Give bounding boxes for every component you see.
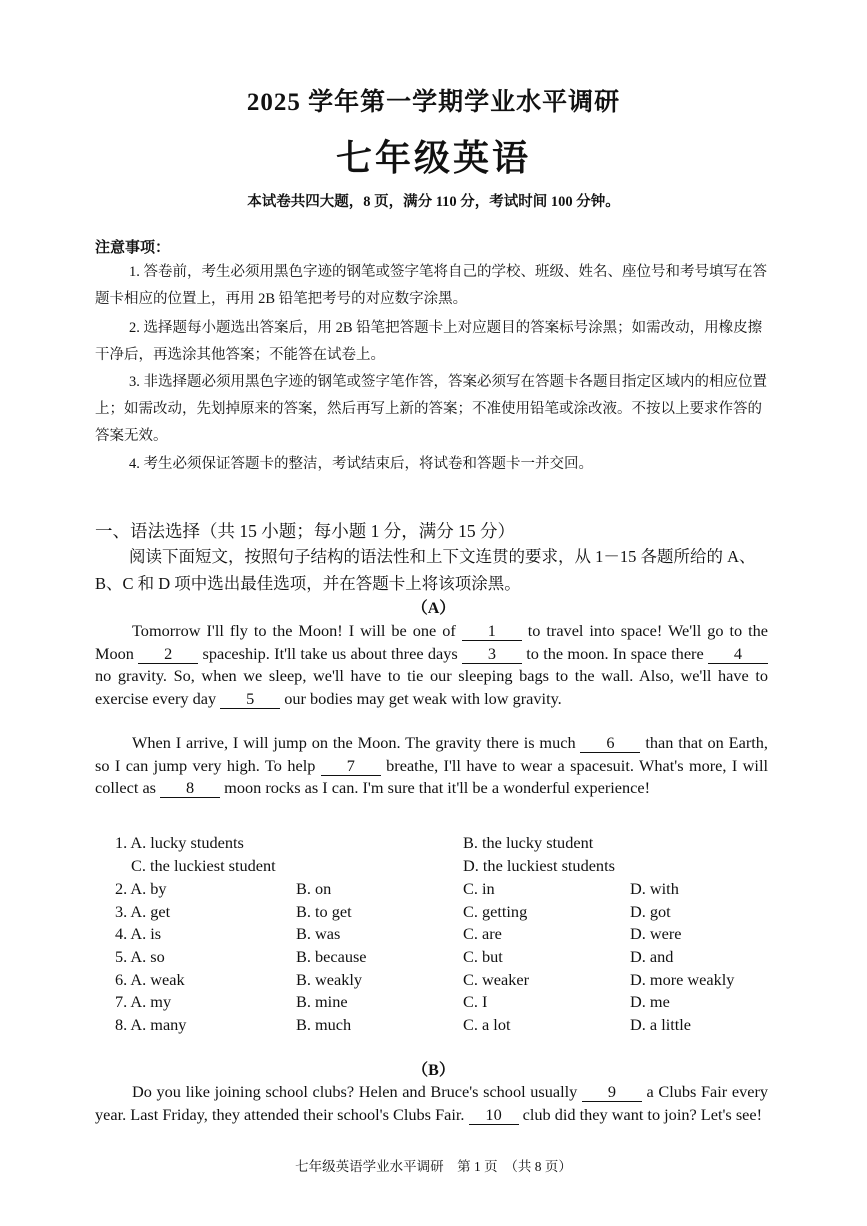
- note-item-1: 1. 答卷前，考生必须用黑色字迹的钢笔或签字笔将自己的学校、班级、姓名、座位号和考号填写在答题卡相应的位置上，再用 2B 铅笔把考号的对应数字涂黑。: [95, 264, 767, 307]
- q2-option-b: B. on: [296, 879, 332, 898]
- q8-option-c: C. a lot: [463, 1015, 511, 1034]
- q7-option-a: 7. A. my: [115, 992, 172, 1011]
- q5-option-d: D. and: [630, 947, 674, 966]
- q3-option-d: D. got: [630, 902, 671, 921]
- blank-2: 2: [138, 645, 198, 664]
- blank-7: 7: [321, 757, 381, 776]
- blank-10: 10: [469, 1106, 519, 1125]
- q3-option-a: 3. A. get: [115, 902, 171, 921]
- q1-option-d: D. the luckiest students: [463, 856, 615, 875]
- q7-option-d: D. me: [630, 992, 670, 1011]
- note-item-2: 2. 选择题每小题选出答案后，用 2B 铅笔把答题卡上对应题目的答案标号涂黑；如需改动，用橡皮擦干净后，再选涂其他答案；不能答在试卷上。: [95, 320, 763, 363]
- q1-option-c: C. the luckiest student: [131, 856, 276, 875]
- q5-option-c: C. but: [463, 947, 503, 966]
- blank-4: 4: [708, 645, 768, 664]
- q1-option-a: 1. A. lucky students: [115, 833, 244, 852]
- q4-option-c: C. are: [463, 924, 502, 943]
- q4-option-d: D. were: [630, 924, 682, 943]
- blank-6: 6: [580, 734, 640, 753]
- q5-option-a: 5. A. so: [115, 947, 165, 966]
- passage-b-paragraph-1: Do you like joining school clubs? Helen and Bruce's school usually 9 a Clubs Fair every year. Last Friday, they attended their school's Clubs Fair. 10 club did they want to join? Let's see!: [95, 1082, 769, 1124]
- passage-a-paragraph-1: Tomorrow I'll fly to the Moon! I will be one of 1 to travel into space! We'll go to the Moon 2 spaceship. It'll take us about three days 3 to the moon. In space there 4 no gravity. So, when we sleep, we'll have to tie our sleeping bags to the wall. Also, we'll have to exercise every day 5 our bodies may get weak with low gravity.: [95, 621, 768, 708]
- blank-3: 3: [462, 645, 522, 664]
- blank-9: 9: [582, 1083, 642, 1102]
- subject-title: 七年级英语: [335, 138, 531, 178]
- q6-option-d: D. more weakly: [630, 970, 735, 989]
- q8-option-a: 8. A. many: [115, 1015, 187, 1034]
- q8-option-b: B. much: [296, 1015, 352, 1034]
- q8-option-d: D. a little: [630, 1015, 692, 1034]
- exam-info: 本试卷共四大题，8 页，满分 110 分，考试时间 100 分钟。: [247, 194, 620, 210]
- q6-option-c: C. weaker: [463, 970, 529, 989]
- q6-option-b: B. weakly: [296, 970, 363, 989]
- blank-8: 8: [160, 779, 220, 798]
- notes-heading: 注意事项：: [95, 240, 171, 256]
- q5-option-b: B. because: [296, 947, 367, 966]
- blank-5: 5: [220, 690, 280, 709]
- page-footer: 七年级英语学业水平调研 第 1 页 （共 8 页）: [295, 1159, 572, 1174]
- blank-1: 1: [462, 622, 522, 641]
- note-item-4: 4. 考生必须保证答题卡的整洁，考试结束后，将试卷和答题卡一并交回。: [129, 456, 593, 472]
- q7-option-b: B. mine: [296, 992, 348, 1011]
- q2-option-c: C. in: [463, 879, 495, 898]
- q2-option-d: D. with: [630, 879, 679, 898]
- passage-a-paragraph-2: When I arrive, I will jump on the Moon. The gravity there is much 6 than that on Earth, so I can jump very high. To help 7 breathe, I'll have to wear a spacesuit. What's more, I will collect as 8 moon rocks as I can. I'm sure that it'll be a wonderful experience!: [95, 733, 769, 798]
- section-heading: 一、语法选择（共 15 小题；每小题 1 分，满分 15 分）: [95, 521, 515, 541]
- part-b-label: （B）: [412, 1062, 455, 1079]
- part-a-label: （A）: [411, 600, 456, 617]
- q2-option-a: 2. A. by: [115, 879, 167, 898]
- q4-option-a: 4. A. is: [115, 924, 162, 943]
- section-instruction: 阅读下面短文，按照句子结构的语法性和上下文连贯的要求，从 1－15 各题所给的 A、B、C 和 D 项中选出最佳选项，并在答题卡上将该项涂黑。: [95, 547, 756, 593]
- q1-option-b: B. the lucky student: [463, 833, 594, 852]
- q6-option-a: 6. A. weak: [115, 970, 185, 989]
- exam-title: 2025 学年第一学期学业水平调研: [246, 89, 621, 116]
- q7-option-c: C. I: [463, 992, 488, 1011]
- note-item-3: 3. 非选择题必须用黑色字迹的钢笔或签字笔作答，答案必须写在答题卡各题目指定区域内的相应位置上；如需改动，先划掉原来的答案，然后再写上新的答案；不准使用铅笔或涂改液。不按以上要求作答的答案无效。: [95, 374, 767, 444]
- q3-option-c: C. getting: [463, 902, 528, 921]
- q4-option-b: B. was: [296, 924, 341, 943]
- q3-option-b: B. to get: [296, 902, 352, 921]
